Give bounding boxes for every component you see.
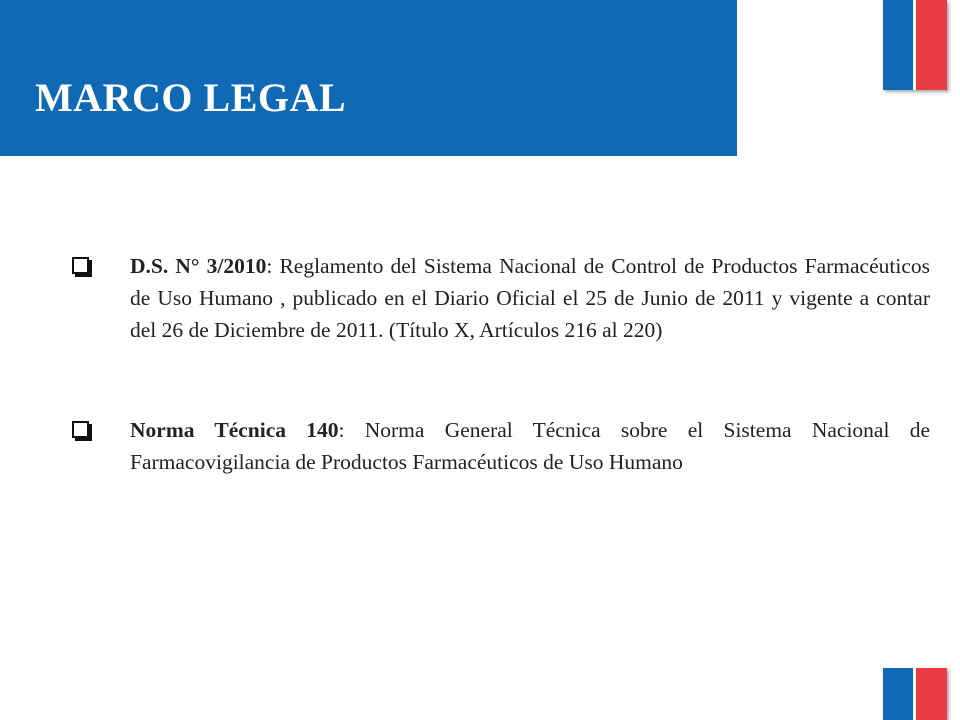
list-item-description: : Norma General Técnica sobre el Sistema Nacional de Farmacovigilancia de Productos Farmacéuticos de Uso Humano: [130, 418, 930, 474]
checkbox-bullet-icon: [72, 421, 89, 438]
list-item-term: D.S. N° 3/2010: [130, 254, 267, 278]
checkbox-bullet-icon: [72, 257, 89, 274]
list-item-description: : Reglamento del Sistema Nacional de Control de Productos Farmacéuticos de Uso Humano , publicado en el Diario Oficial el 25 de Junio de 2011 y vigente a contar del 26 de Diciembre de 2011. (Título X, Artículos 216 al 220): [130, 254, 930, 342]
list-item-text: [130, 414, 930, 478]
page-title: MARCO LEGAL: [35, 75, 347, 120]
list-item-text: [130, 250, 930, 346]
list-item-term: Norma Técnica 140: [130, 418, 339, 442]
